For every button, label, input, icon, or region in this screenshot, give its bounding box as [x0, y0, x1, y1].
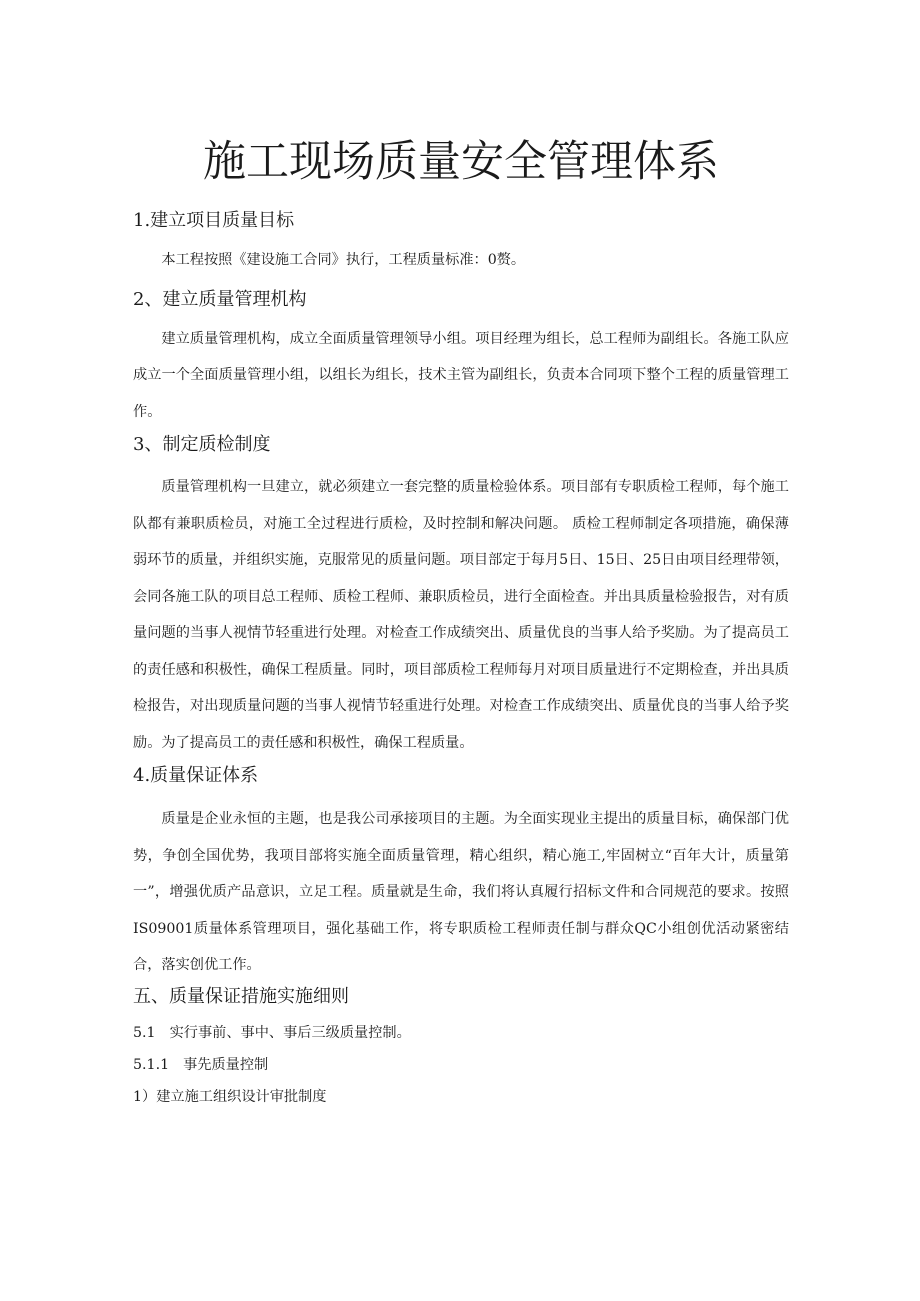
section-heading-4: 4.质量保证体系 [133, 765, 259, 786]
section-heading-2: 2、建立质量管理机构 [133, 288, 307, 310]
item-text: 事先质量控制 [183, 1056, 269, 1073]
list-item [133, 1086, 789, 1108]
item-text: 建立施工组织设计审批制度 [156, 1088, 327, 1105]
list-item [133, 1022, 789, 1044]
section-heading-1: 1.建立项目质量目标 [133, 210, 295, 231]
section-3-paragraph: 质量管理机构一旦建立，就必须建立一套完整的质量检验体系。项目部有专职质检工程师，每个施工队都有兼职质检员，对施工全过程进行质检，及时控制和解决问题。 质检工程师制定各项措施，确保薄弱环节的质量，并组织实施，克服常见的质量问题。项目部定于每月5日、15日、25日由项目经理带领，会同各施工队的项目总工程师、质检工程师、兼职质检员，进行全面检查。并出具质量检验报告，对有质量问题的当事人视情节轻重进行处理。对检查工作成绩突出、质量优良的当事人给予奖励。为了提高员工的责任感和积极性，确保工程质量。同时，项目部质检工程师每月对项目质量进行不定期检查，并出具质检报告，对出现质量问题的当事人视情节轻重进行处理。对检查工作成绩突出、质量优良的当事人给予奖励。为了提高员工的责任感和积极性，确保工程质量。 [133, 479, 789, 751]
item-number: 1） [133, 1088, 157, 1105]
section-heading-3: 3、制定质检制度 [133, 434, 271, 455]
document-title: 施工现场质量安全管理体系 [203, 137, 719, 187]
item-text: 实行事前、事中、事后三级质量控制。 [169, 1024, 411, 1041]
section-1-paragraph: 本工程按照《建设施工合同》执行，工程质量标准：0赘。 [161, 252, 526, 268]
list-item [133, 1054, 789, 1076]
section-4-paragraph: 质量是企业永恒的主题，也是我公司承接项目的主题。为全面实现业主提出的质量目标，确保部门优势，争创全国优势，我项目部将实施全面质量管理，精心组织，精心施工,牢固树立“百年大计，质量第一”，增强优质产品意识，立足工程。质量就是生命，我们将认真履行招标文件和合同规范的要求。按照IS09001质量体系管理项目，强化基础工作，将专职质检工程师责任制与群众QC小组创优活动紧密结合，落实创优工作。 [133, 811, 789, 973]
item-number: 5.1 [133, 1024, 156, 1041]
section-2-paragraph: 建立质量管理机构，成立全面质量管理领导小组。项目经理为组长，总工程师为副组长。各施工队应成立一个全面质量管理小组，以组长为组长，技术主管为副组长，负责本合同项下整个工程的质量管理工作。 [133, 330, 789, 420]
section-heading-5: 五、质量保证措施实施细则 [133, 985, 349, 1007]
item-number: 5.1.1 [133, 1056, 170, 1073]
